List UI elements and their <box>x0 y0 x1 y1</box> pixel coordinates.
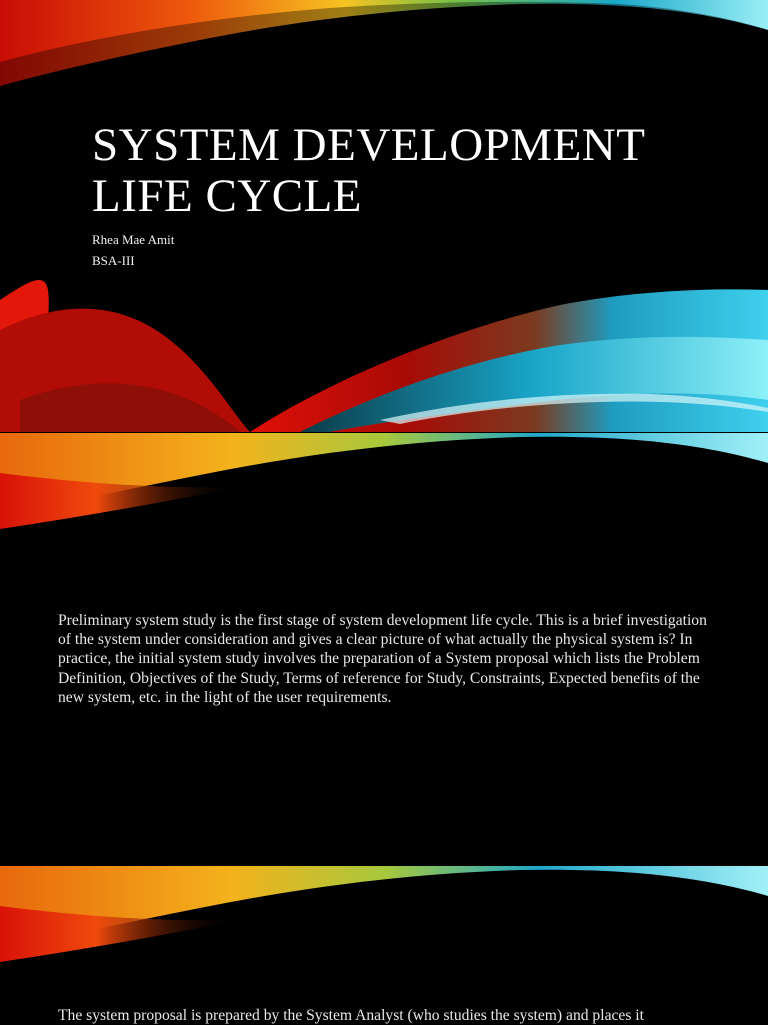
preliminary-study-paragraph: Preliminary system study is the first stage of system development life cycle. This is a brief investigation of the system under consideration and gives a clear picture of what actually the physical system is? In practice, the initial system study involves the preparation of a System proposal which lists the Problem Definition, Objectives of the Study, Terms of reference for Study, Constraints, Expected benefits of the new system, etc. in the light of the user requirements. <box>58 612 707 706</box>
slide-title: SYSTEM DEVELOPMENT LIFE CYCLE <box>92 119 645 222</box>
system-proposal-paragraph: The system proposal is prepared by the System Analyst (who studies the system) and places it <box>58 1007 644 1024</box>
wave-decoration <box>0 866 768 1024</box>
title-slide <box>0 0 768 432</box>
author-name: Rhea Mae Amit <box>92 232 175 247</box>
content-slide-system-proposal <box>0 866 768 1024</box>
course-label: BSA-III <box>92 253 135 268</box>
